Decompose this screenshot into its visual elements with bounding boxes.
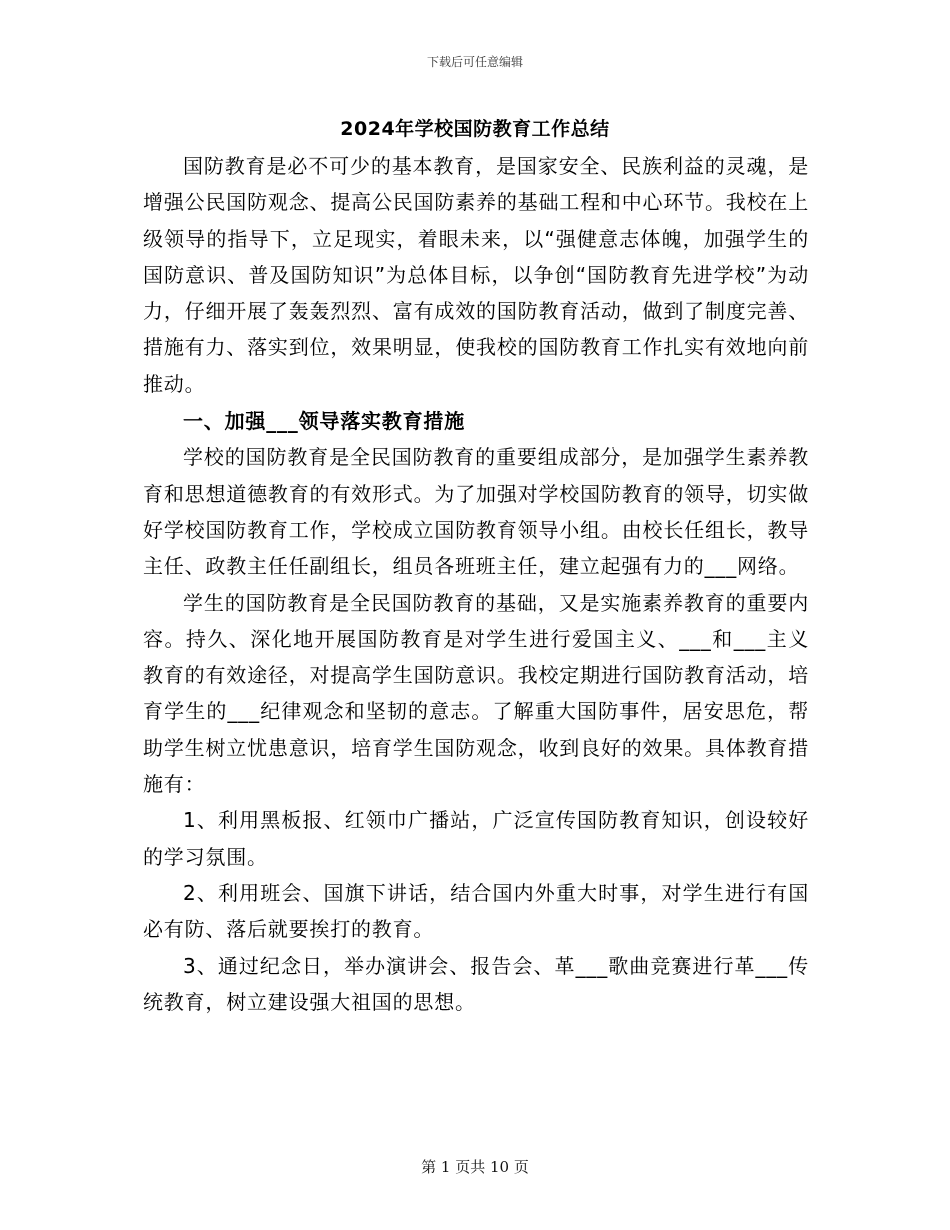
list-item: 2、利用班会、国旗下讲话，结合国内外重大时事，对学生进行有国必有防、落后就要挨打的教育。 xyxy=(143,880,809,942)
section-heading: 一、加强___领导落实教育措施 xyxy=(183,409,465,434)
intro-paragraph: 国防教育是必不可少的基本教育，是国家安全、民族利益的灵魂，是增强公民国防观念、提高公民国防素养的基础工程和中心环节。我校在上级领导的指导下，立足现实，着眼未来，以“强健意志体魄，加强学生的国防意识、普及国防知识”为总体目标，以争创“国防教育先进学校”为动力，仔细开展了轰轰烈烈、富有成效的国防教育活动，做到了制度完善、措施有力、落实到位，效果明显，使我校的国防教育工作扎实有效地向前推动。 xyxy=(143,154,809,396)
page-footer: 第 1 页共 10 页 xyxy=(421,1158,529,1176)
body-paragraph: 学生的国防教育是全民国防教育的基础，又是实施素养教育的重要内容。持久、深化地开展国防教育是对学生进行爱国主义、___和___主义教育的有效途径，对提高学生国防意识。我校定期进行国防教育活动，培育学生的___纪律观念和坚韧的意志。了解重大国防事件，居安思危，帮助学生树立忧患意识，培育学生国防观念，收到良好的效果。具体教育措施有： xyxy=(143,590,809,797)
header-note: 下载后可任意编辑 xyxy=(426,55,523,69)
document-title: 2024年学校国防教育工作总结 xyxy=(340,118,610,140)
body-paragraph: 学校的国防教育是全民国防教育的重要组成部分，是加强学生素养教育和思想道德教育的有效形式。为了加强对学校国防教育的领导，切实做好学校国防教育工作，学校成立国防教育领导小组。由校长任组长，教导主任、政教主任任副组长，组员各班班主任，建立起强有力的___网络。 xyxy=(143,445,809,579)
list-item: 1、利用黑板报、红领巾广播站，广泛宣传国防教育知识，创设较好的学习氛围。 xyxy=(143,808,809,869)
document-body xyxy=(143,148,809,1020)
list-item: 3、通过纪念日，举办演讲会、报告会、革___歌曲竞赛进行革___传统教育，树立建设强大祖国的思想。 xyxy=(143,953,809,1014)
